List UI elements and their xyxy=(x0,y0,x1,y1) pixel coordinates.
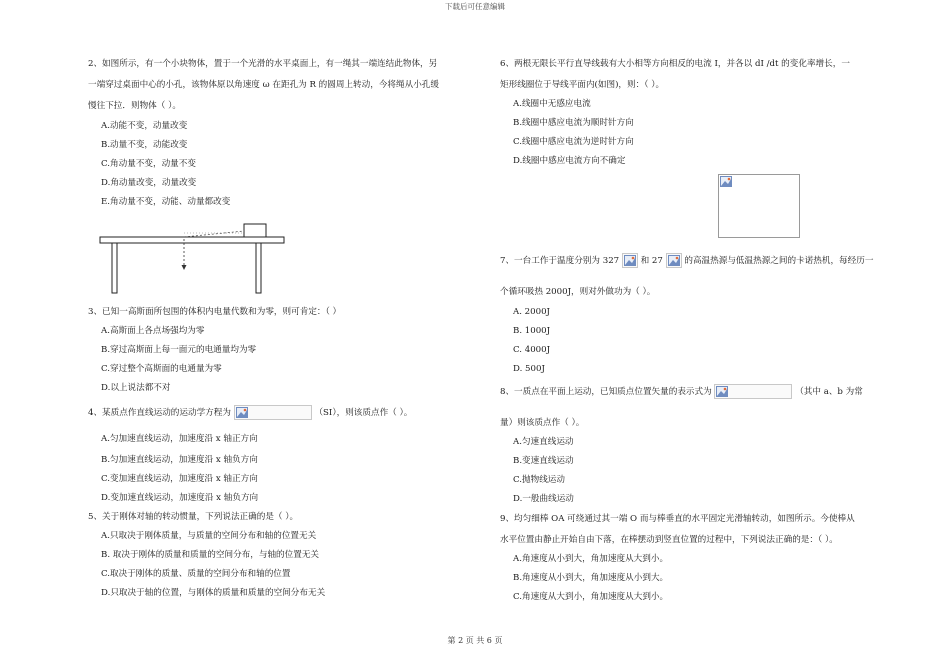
coil-figure xyxy=(718,174,800,238)
option-a: A.动能不变，动量改变 xyxy=(101,121,188,131)
page-footer: 第 2 页 共 6 页 xyxy=(447,636,503,645)
question-stem: 5、关于刚体对轴的转动惯量，下列说法正确的是（ ）。 xyxy=(88,512,299,522)
stem-text-a: 8、一质点在平面上运动，已知质点位置矢量的表示式为 xyxy=(500,387,712,397)
option-c: C. 4000J xyxy=(513,345,551,355)
option-c: C.角动量不变，动量不变 xyxy=(101,159,196,169)
option-d: D.以上说法都不对 xyxy=(101,383,171,393)
table-diagram xyxy=(98,217,288,297)
option-b: B.变速直线运动 xyxy=(513,456,574,466)
broken-image-icon xyxy=(719,175,733,188)
option-b: B.角速度从小到大，角加速度从小到大。 xyxy=(513,573,669,583)
option-c: C.穿过整个高斯面的电通量为零 xyxy=(101,364,222,374)
option-d: D.变加速直线运动，加速度沿 x 轴负方向 xyxy=(101,493,259,503)
option-b: B.穿过高斯面上每一面元的电通量均为零 xyxy=(101,345,257,355)
question-stem-line: 个循环吸热 2000J，则对外做功为（ ）。 xyxy=(500,287,656,297)
option-b: B. 1000J xyxy=(513,326,551,336)
question-stem-line: 矩形线圈位于导线平面内(如图)，则：（ ）。 xyxy=(500,80,665,90)
stem-text-b: （SI），则该质点作（ ）。 xyxy=(314,408,413,418)
option-e: E.角动量不变，动能、动量都改变 xyxy=(101,197,231,207)
option-a: A.线圈中无感应电流 xyxy=(513,99,591,109)
table-leg-right xyxy=(256,243,261,293)
rope-line xyxy=(184,231,244,237)
option-c: C.变加速直线运动，加速度沿 x 轴正方向 xyxy=(101,474,258,484)
option-a: A.匀加速直线运动，加速度沿 x 轴正方向 xyxy=(101,434,258,444)
option-b: B.动量不变，动能改变 xyxy=(101,140,188,150)
option-b: B.匀加速直线运动，加速度沿 x 轴负方向 xyxy=(101,455,258,465)
stem-text-a: 4、某质点作直线运动的运动学方程为 xyxy=(88,408,231,418)
option-a: A. 2000J xyxy=(513,307,550,317)
page-header: 下载后可任意编辑 xyxy=(445,2,505,11)
option-a: A.角速度从小到大，角加速度从大到小。 xyxy=(513,554,669,564)
equation-image-icon xyxy=(234,405,312,420)
stem-text-a: 7、一台工作于温度分别为 327 xyxy=(500,256,620,266)
option-c: C.抛物线运动 xyxy=(513,475,565,485)
option-a: A.高斯面上各点场强均为零 xyxy=(101,326,205,336)
block-object xyxy=(244,224,266,237)
option-c: C.角速度从大到小，角加速度从大到小。 xyxy=(513,592,669,602)
option-d: D.只取决于轴的位置，与刚体的质量和质量的空间分布无关 xyxy=(101,588,326,598)
arrow-down-icon xyxy=(182,265,187,270)
option-b: B. 取决于刚体的质量和质量的空间分布，与轴的位置无关 xyxy=(101,550,320,560)
option-a: A.匀速直线运动 xyxy=(513,437,574,447)
temperature-unit-image-icon xyxy=(666,253,682,268)
temperature-unit-image-icon xyxy=(622,253,638,268)
question-stem-line: 慢往下拉．则物体（ ）。 xyxy=(88,101,181,111)
question-stem xyxy=(88,405,412,420)
option-c: C.取决于刚体的质量、质量的空间分布和轴的位置 xyxy=(101,569,291,579)
table-top xyxy=(100,237,284,243)
question-stem xyxy=(500,384,863,399)
stem-text-b: （其中 a、b 为常 xyxy=(795,387,863,397)
stem-text-b: 和 27 xyxy=(640,256,663,266)
question-stem-line: 2、如图所示，有一个小块物体，置于一个光滑的水平桌面上，有一绳其一端连结此物体，另 xyxy=(88,59,438,69)
option-c: C.线圈中感应电流为逆时针方向 xyxy=(513,137,634,147)
option-d: D.角动量改变，动量改变 xyxy=(101,178,197,188)
option-a: A.只取决于刚体质量，与质量的空间分布和轴的位置无关 xyxy=(101,531,317,541)
question-stem-line: 水平位置由静止开始自由下落，在棒摆动到竖直位置的过程中，下列说法正确的是：（ ）。 xyxy=(500,535,838,545)
option-d: D.一般曲线运动 xyxy=(513,494,574,504)
question-stem-line: 一端穿过桌面中心的小孔，该物体原以角速度 ω 在距孔为 R 的圆周上转动，今将绳从小孔缓 xyxy=(88,80,439,90)
question-stem xyxy=(500,253,873,268)
option-d: D.线圈中感应电流方向不确定 xyxy=(513,156,626,166)
option-b: B.线圈中感应电流为顺时针方向 xyxy=(513,118,634,128)
question-stem-line: 6、两根无限长平行直导线载有大小相等方向相反的电流 I，并各以 dI /dt 的变化率增长，一 xyxy=(500,59,850,69)
question-stem-line: 量）则该质点作（ ）。 xyxy=(500,418,585,428)
table-leg-left xyxy=(112,243,117,293)
option-d: D. 500J xyxy=(513,364,545,374)
question-stem: 3、已知一高斯面所包围的体积内电量代数和为零，则可肯定：（ ） xyxy=(88,307,342,317)
question-stem-line: 9、均匀细棒 OA 可绕通过其一端 O 而与棒垂直的水平固定光滑轴转动，如图所示。今使棒从 xyxy=(500,514,855,524)
stem-text-c: 的高温热源与低温热源之间的卡诺热机，每经历一 xyxy=(684,256,874,266)
position-vector-image-icon xyxy=(714,384,792,399)
